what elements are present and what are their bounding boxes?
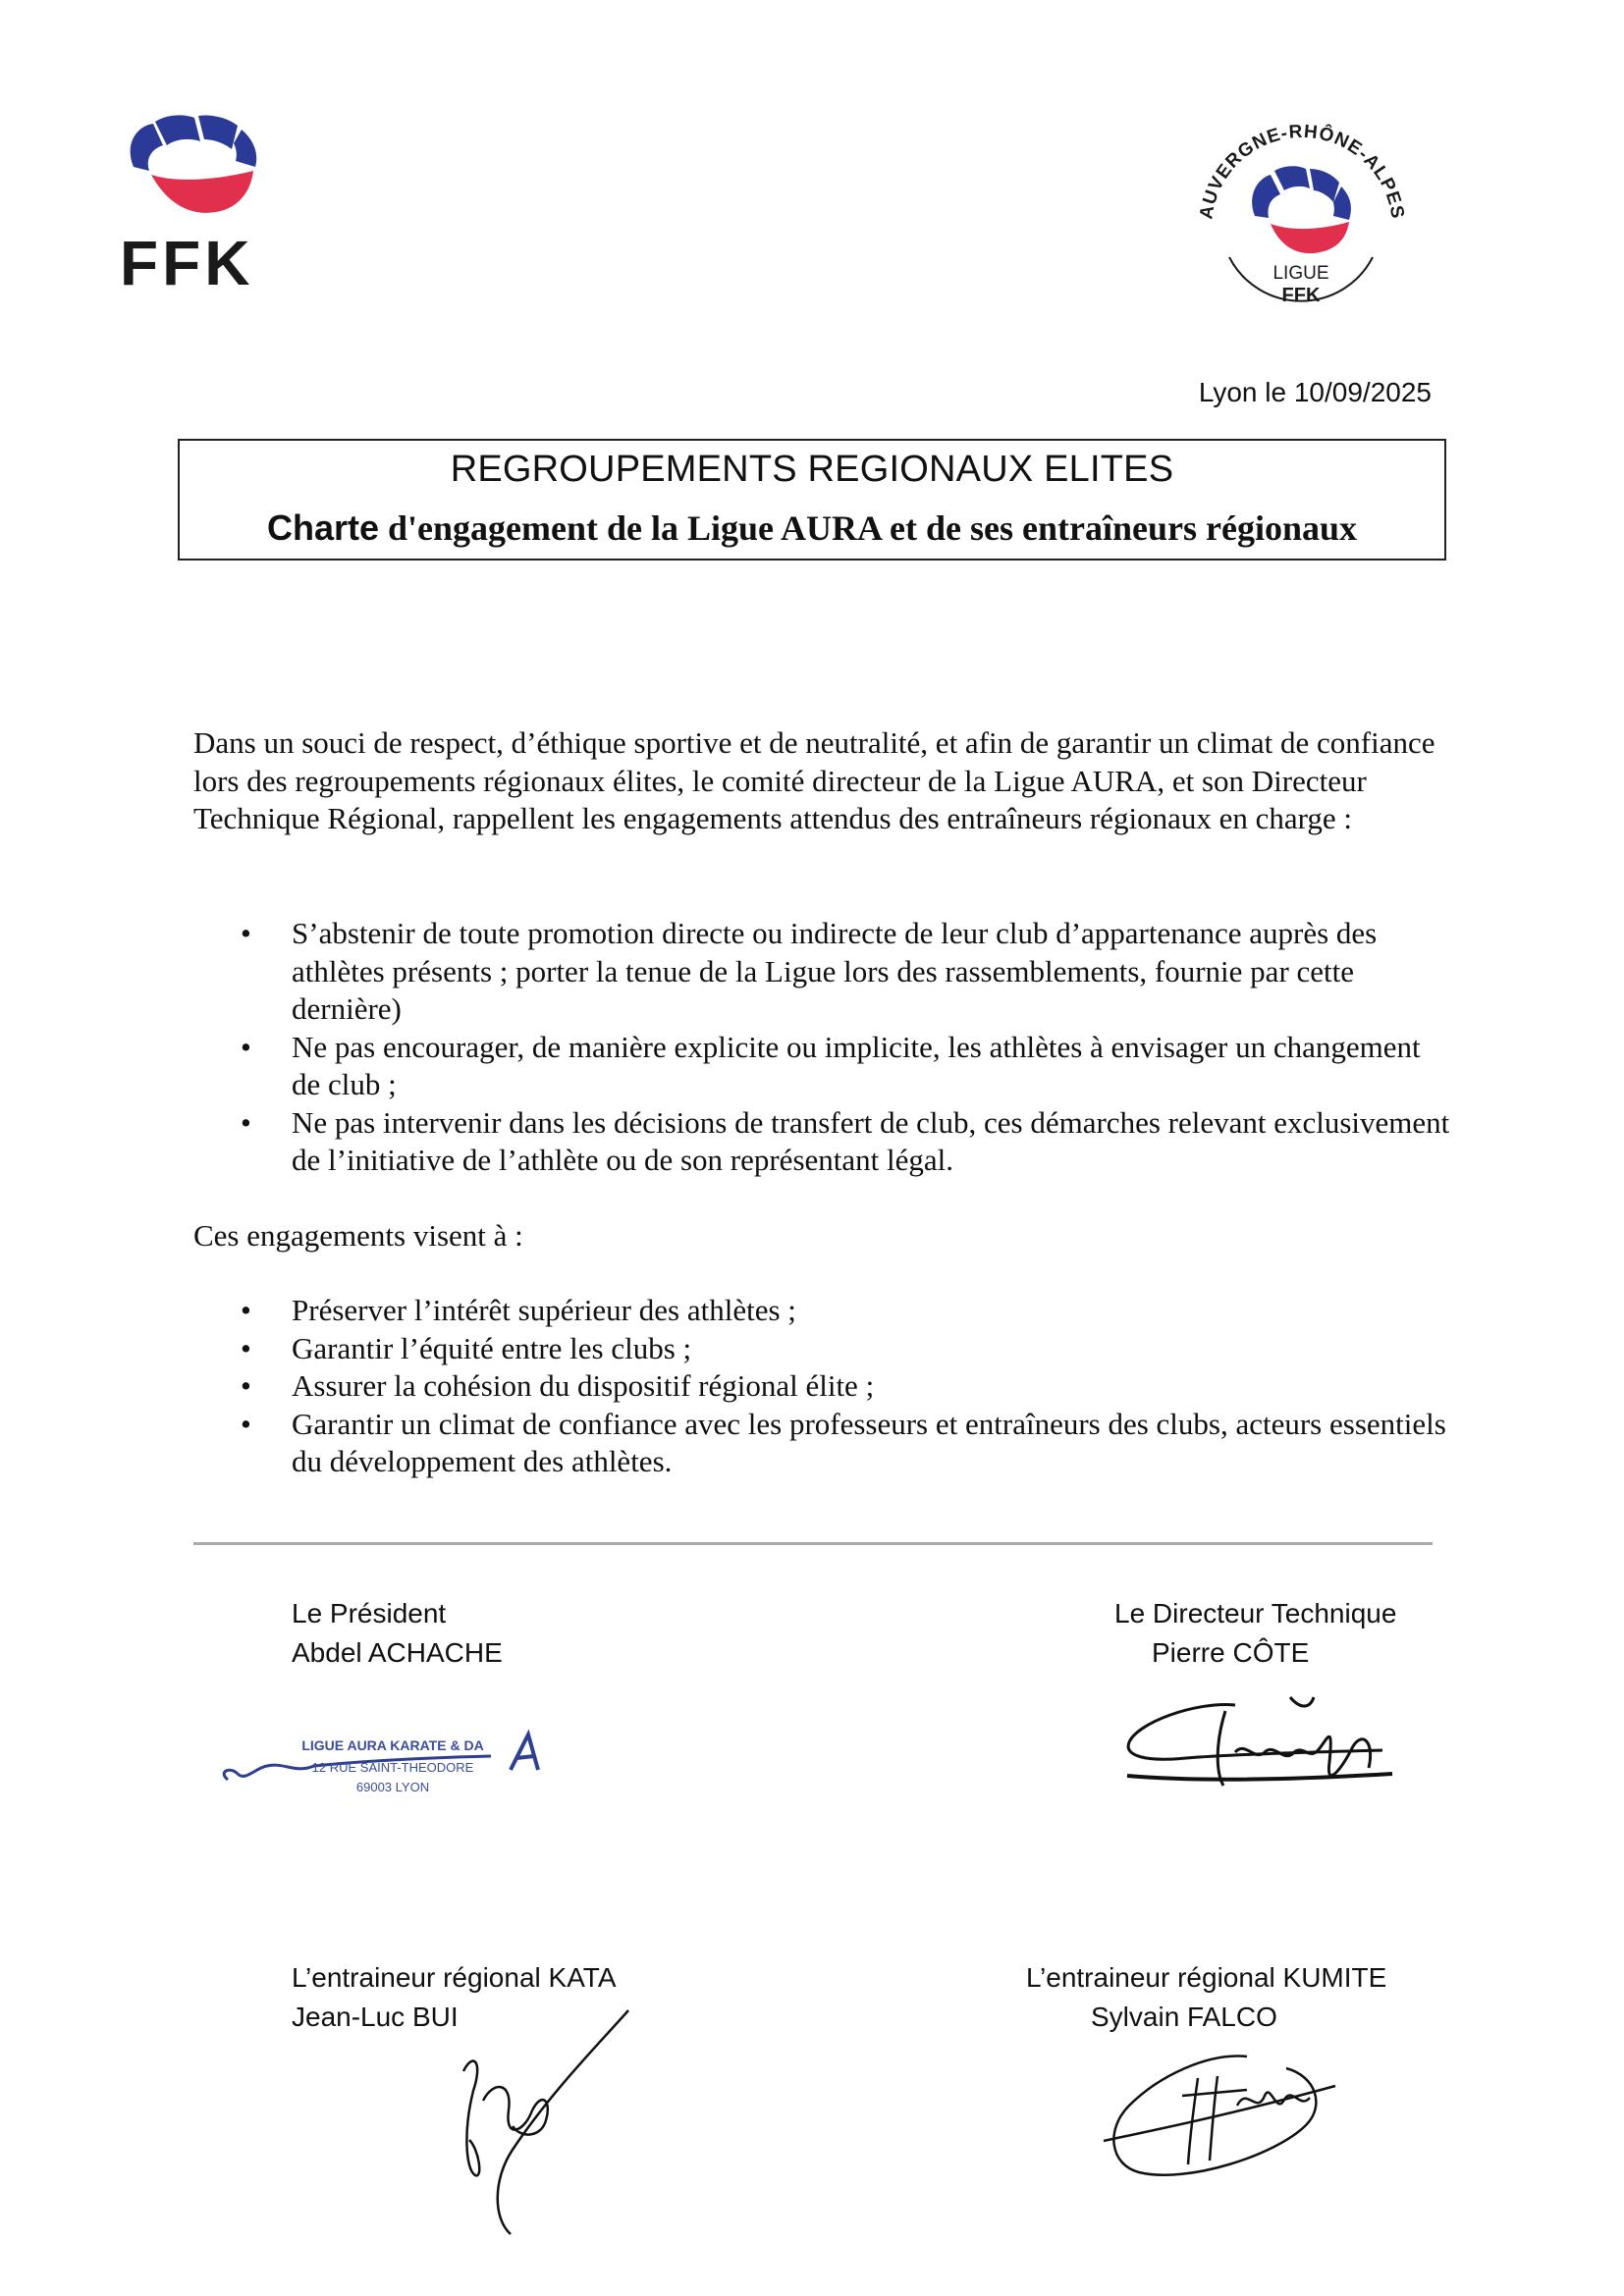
technical-director-name: Pierre CÔTE [1152,1637,1310,1668]
kumite-coach-signature [1100,2047,1345,2194]
aura-ligue-logo [1194,110,1408,311]
list-item: • S’abstenir de toute promotion directe ou indirecte de leur club d’appartenance auprès des athlètes présents ; porter la tenue de la Ligue lors des rassemblements, fournie par cette dernière) [193,915,1450,1029]
document-date: Lyon le 10/09/2025 [1198,377,1432,407]
kumite-coach-name: Sylvain FALCO [1091,2002,1277,2032]
ffk-fist-icon [131,115,257,212]
list-item: • Garantir un climat de confiance avec les professeurs et entraîneurs des clubs, acteurs essentiels du développement des athlètes. [193,1406,1450,1481]
aims-list [193,1292,1450,1481]
kata-coach-signature [454,2002,630,2238]
stamp-line1: LIGUE AURA KARATE & DA [301,1737,484,1753]
subtitle-lead: Charte [267,507,380,548]
separator-line [193,1542,1433,1545]
kata-coach-name: Jean-Luc BUI [292,2002,459,2032]
kumite-coach-role: L’entraineur régional KUMITE [1026,1962,1387,1993]
list-item: • Ne pas encourager, de manière explicite ou implicite, les athlètes à envisager un changement de club ; [193,1029,1450,1104]
kumite-coach-block [1026,1958,1386,2037]
stamp-line3: 69003 LYON [355,1780,430,1794]
subtitle-rest: d'engagement de la Ligue AURA et de ses entraîneurs régionaux [379,508,1357,548]
aims-intro: Ces engagements visent à : [193,1218,523,1253]
president-role: Le Président [292,1598,447,1629]
kata-coach-role: L’entraineur régional KATA [292,1962,617,1993]
list-item: • Ne pas intervenir dans les décisions de transfert de club, ces démarches relevant exclusivement de l’initiative de l’athlète ou de son représentant légal. [193,1104,1450,1180]
list-item: • Préserver l’intérêt supérieur des athlètes ; [193,1292,1450,1330]
president-block [292,1594,503,1673]
technical-director-signature [1117,1683,1412,1801]
technical-director-block [1114,1594,1396,1673]
aura-ring-text: AUVERGNE-RHÔNE-ALPES [1196,121,1408,221]
aura-ligue-text: LIGUE [1272,263,1329,284]
ffk-logo-text: FFK [120,228,254,292]
document-subtitle [180,507,1444,549]
aura-fist-icon [1252,166,1351,253]
aura-ffk-text: FFK [1281,285,1321,306]
league-stamp [216,1723,550,1811]
technical-director-role: Le Directeur Technique [1114,1598,1397,1629]
commitments-list [193,915,1450,1180]
intro-paragraph: Dans un souci de respect, d’éthique sportive et de neutralité, et afin de garantir un climat de confiance lors des regroupements régionaux élites, le comité directeur de la Ligue AURA, et son Directeur Technique Régional, rappellent les engagements attendus des entraîneurs régionaux en charge : [193,725,1435,835]
ffk-logo [116,110,283,292]
stamp-line2: 12 RUE SAINT-THEODORE [311,1760,474,1775]
list-item: • Garantir l’équité entre les clubs ; [193,1330,1450,1368]
president-name: Abdel ACHACHE [292,1637,503,1668]
title-box [178,439,1446,561]
list-item: • Assurer la cohésion du dispositif régional élite ; [193,1367,1450,1406]
document-title: REGROUPEMENTS REGIONAUX ELITES [450,449,1174,490]
